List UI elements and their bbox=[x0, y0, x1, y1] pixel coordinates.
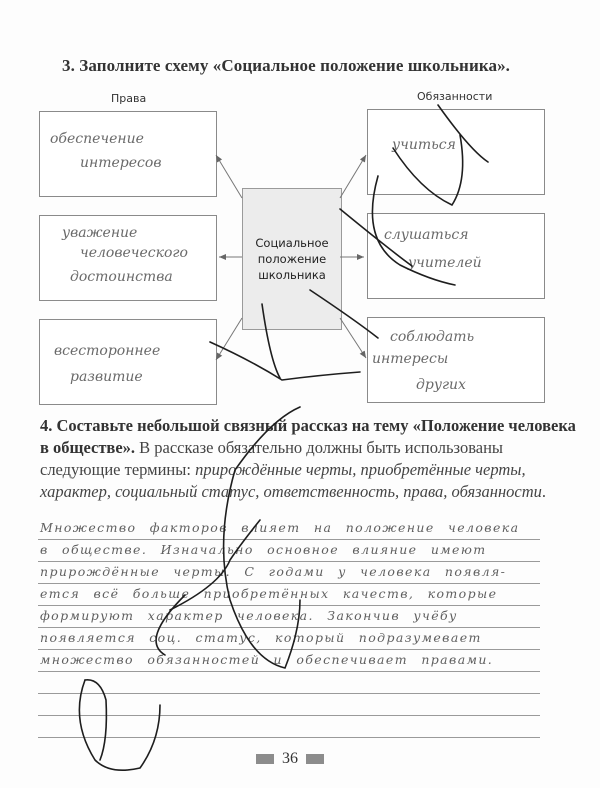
center-label-line2: положение bbox=[257, 252, 327, 266]
duties-box-1 bbox=[367, 109, 545, 195]
page-number-left-bar bbox=[256, 754, 274, 764]
ruled-line bbox=[38, 605, 540, 606]
rights-2-line2: человеческого bbox=[80, 245, 188, 261]
rights-1-line2: интересов bbox=[80, 155, 162, 171]
duties-2-line2: учителей bbox=[408, 255, 482, 271]
rights-box-1 bbox=[39, 111, 217, 197]
answer-line-3: прирождённые черты. С годами у человека появля- bbox=[40, 564, 507, 579]
answer-line-1: Множество факторов влияет на положение человека bbox=[40, 520, 520, 535]
rights-3-line1: всестороннее bbox=[54, 343, 161, 359]
duties-1-line1: учиться bbox=[392, 137, 456, 153]
task-4-period: . bbox=[541, 482, 547, 501]
ruled-line bbox=[38, 649, 540, 650]
rights-label: Права bbox=[111, 92, 147, 105]
center-box-social-status bbox=[242, 188, 342, 330]
answer-line-2: в обществе. Изначально основное влияние имеют bbox=[40, 542, 487, 557]
task-3-title: 3. Заполните схему «Социальное положение школьника». bbox=[62, 56, 511, 75]
ruled-line bbox=[38, 561, 540, 562]
rights-3-line2: развитие bbox=[70, 369, 143, 385]
ruled-line bbox=[38, 539, 540, 540]
answer-line-6: появляется соц. статус, который подразумевает bbox=[40, 630, 482, 645]
ruled-line bbox=[38, 583, 540, 584]
page-number-value: 36 bbox=[282, 750, 298, 767]
rights-2-line1: уважение bbox=[62, 225, 138, 241]
ruled-line bbox=[38, 737, 540, 738]
ruled-line bbox=[38, 693, 540, 694]
duties-box-2 bbox=[367, 213, 545, 299]
page-number-right-bar bbox=[306, 754, 324, 764]
duties-3-line3: других bbox=[416, 377, 466, 393]
answer-line-7: множество обязанностей и обеспечивает правами. bbox=[40, 652, 494, 667]
task-4-prompt bbox=[40, 415, 580, 503]
task-4-title: 4. Составьте небольшой связный рассказ на тему «Положение человека в обществе». bbox=[40, 416, 576, 457]
rights-box-2 bbox=[39, 215, 217, 301]
duties-3-line2: интересы bbox=[372, 351, 449, 367]
rights-box-3 bbox=[39, 319, 217, 405]
duties-2-line1: слушаться bbox=[384, 227, 469, 243]
duties-box-3 bbox=[367, 317, 545, 403]
answer-line-5: формируют характер человека. Закончив учёбу bbox=[40, 608, 458, 623]
center-label-line3: школьника bbox=[258, 268, 326, 282]
ruled-line bbox=[38, 671, 540, 672]
ruled-line bbox=[38, 627, 540, 628]
page-number bbox=[256, 750, 324, 768]
center-label-line1: Социальное bbox=[255, 236, 329, 250]
task-4-terms: прирождённые черты, приобретённые черты, характер, социальный статус, ответственность, права, обязанности bbox=[40, 460, 542, 501]
duties-label: Обязанности bbox=[417, 90, 493, 103]
ruled-line bbox=[38, 715, 540, 716]
duties-3-line1: соблюдать bbox=[390, 329, 475, 345]
answer-line-4: ется всё больше приобретённых качеств, которые bbox=[40, 586, 498, 601]
rights-2-line3: достоинства bbox=[70, 269, 173, 285]
task-4-instruction: В рассказе обязательно должны быть использованы следующие термины: bbox=[40, 438, 504, 479]
rights-1-line1: обеспечение bbox=[50, 131, 144, 147]
